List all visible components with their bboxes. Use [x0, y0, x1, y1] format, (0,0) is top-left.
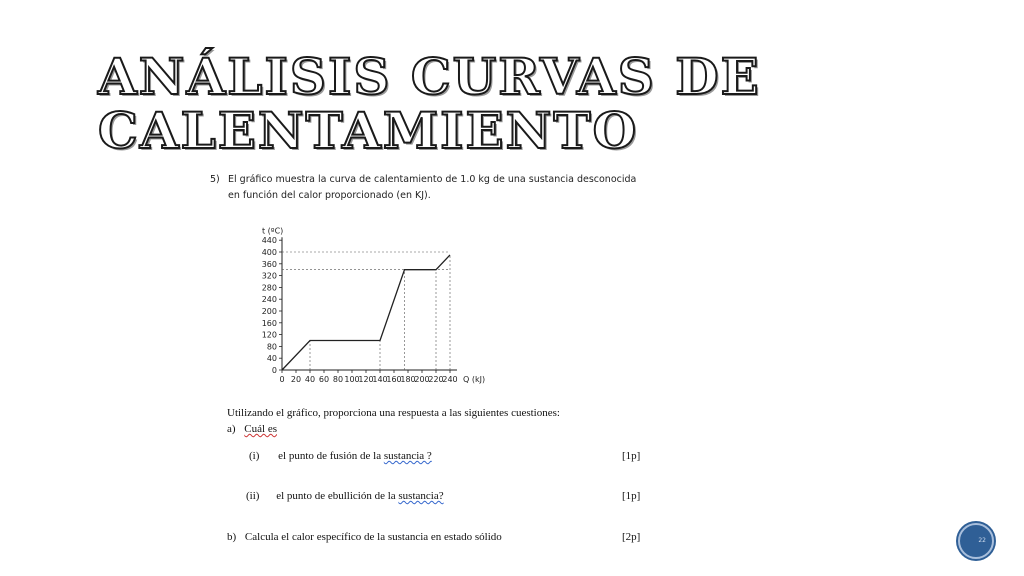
part-a-ii-text [276, 490, 443, 502]
part-a-i-label: (i) [249, 450, 260, 462]
part-a [227, 423, 277, 435]
title-line-1: ANÁLISIS CURVAS DE [98, 47, 761, 106]
part-a-i-text [278, 450, 432, 462]
part-a-ii [246, 490, 444, 502]
y-tick-label: 400 [261, 248, 277, 257]
x-axis-label: Q (kJ) [463, 375, 486, 384]
x-tick-label: 180 [400, 375, 416, 384]
part-a-i-text-main: el punto de fusión de la [278, 450, 384, 462]
x-tick-label: 220 [428, 375, 444, 384]
part-b-text: Calcula el calor específico de la sustancia en estado sólido [244, 531, 502, 543]
x-tick-label: 140 [372, 375, 388, 384]
part-a-i-points: [1p] [622, 450, 641, 462]
x-tick-label: 200 [414, 375, 430, 384]
y-tick-label: 80 [266, 342, 277, 352]
question-text: El gráfico muestra la curva de calentamiento de 1.0 kg de una sustancia desconocida en función del calor proporcionado (en KJ). [228, 174, 637, 201]
instructions-intro: Utilizando el gráfico, proporciona una respuesta a las siguientes cuestiones: [227, 407, 560, 419]
y-tick-label: 200 [261, 307, 277, 316]
part-b-points: [2p] [622, 531, 641, 543]
chart-axes [279, 237, 457, 373]
y-tick-label: 360 [261, 259, 277, 269]
x-tick-label: 60 [318, 375, 330, 384]
y-axis-label: t (ºC) [262, 226, 284, 236]
part-a-ii-text-word: sustancia? [398, 490, 444, 502]
question-number: 5) [210, 174, 220, 185]
part-b-label: b) [227, 531, 237, 543]
x-tick-label: 120 [358, 375, 374, 384]
x-tick-label: 240 [442, 375, 458, 384]
x-tick-label: 40 [304, 375, 316, 384]
part-a-ii-text-main: el punto de ebullición de la [276, 490, 399, 502]
part-a-i-text-word: sustancia ? [383, 450, 432, 462]
part-b [227, 531, 502, 543]
title-line-2: CALENTAMIENTO [98, 101, 639, 160]
part-a-ii-points: [1p] [622, 490, 641, 502]
part-a-label: a) [227, 423, 236, 435]
part-a-i [249, 450, 432, 462]
slide-number-button[interactable] [958, 523, 994, 559]
y-tick-label: 160 [261, 318, 277, 328]
x-tick-label: 160 [386, 375, 402, 384]
x-tick-label: 100 [344, 375, 360, 384]
x-tick-label: 80 [332, 375, 344, 384]
heating-curve-line [282, 255, 450, 370]
series-layer [282, 255, 450, 370]
slide-title [98, 47, 761, 160]
part-a-ii-label: (ii) [246, 490, 260, 502]
part-a-text: Cuál es [244, 423, 277, 435]
y-tick-label: 440 [261, 236, 277, 246]
y-tick-label: 240 [261, 295, 277, 305]
x-tick-label: 0 [279, 375, 285, 384]
tick-labels [262, 236, 458, 384]
y-tick-label: 320 [261, 271, 277, 281]
y-tick-label: 280 [261, 283, 277, 293]
slide-number: 22 [978, 537, 986, 544]
y-tick-label: 120 [261, 330, 277, 340]
y-tick-label: 0 [271, 366, 277, 375]
heating-curve-chart [245, 218, 535, 398]
y-tick-label: 40 [266, 354, 277, 364]
x-tick-label: 20 [290, 375, 302, 384]
question-5 [210, 172, 650, 204]
